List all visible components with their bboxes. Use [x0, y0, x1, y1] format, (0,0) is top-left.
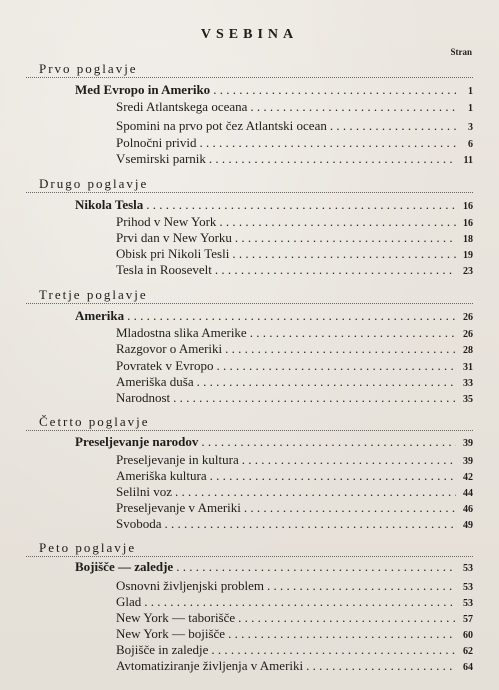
entry-label: Prvi dan v New Yorku	[116, 230, 232, 245]
dot-leader	[173, 390, 456, 406]
divider	[26, 556, 473, 557]
entry-label: Med Evropo in Ameriko	[75, 82, 211, 97]
entry-label: Prihod v New York	[116, 214, 217, 229]
page-number: 26	[463, 329, 473, 340]
toc-entry[interactable]	[116, 626, 473, 642]
toc-entry[interactable]	[116, 358, 473, 374]
dot-leader	[201, 434, 456, 450]
page-column-header: Stran	[450, 47, 472, 57]
page-title: VSEBINA	[200, 27, 299, 42]
chapter-heading: Tretje poglavje	[39, 287, 148, 302]
entry-label: Bojišče — zaledje	[75, 559, 174, 574]
entry-label: Bojišče in zaledje	[116, 642, 209, 657]
entry-label: Polnočni privid	[116, 135, 197, 150]
entry-label: Sredi Atlantskega oceana	[116, 99, 248, 114]
dot-leader	[219, 214, 456, 230]
page-number: 26	[463, 312, 473, 323]
dot-leader	[211, 642, 456, 658]
toc-entry[interactable]	[116, 516, 473, 532]
entry-label: Obisk pri Nikoli Tesli	[116, 246, 230, 261]
toc-entry[interactable]	[116, 151, 473, 167]
entry-label: Narodnost	[116, 390, 171, 405]
page-number: 33	[463, 378, 473, 389]
toc-main-entry[interactable]	[75, 197, 473, 213]
toc-entry[interactable]	[116, 610, 473, 626]
chapter-heading: Peto poglavje	[39, 540, 137, 555]
page-number: 23	[463, 266, 473, 277]
entry-label: Ameriška kultura	[116, 468, 207, 483]
page-number: 64	[463, 662, 473, 673]
dot-leader	[127, 308, 456, 324]
page-number: 16	[463, 201, 473, 212]
entry-label: Glad	[116, 594, 142, 609]
page-number: 35	[463, 394, 473, 405]
dot-leader	[228, 626, 456, 642]
entry-label: Razgovor o Ameriki	[116, 341, 223, 356]
entry-label: Selilni voz	[116, 484, 172, 499]
dot-leader	[213, 82, 456, 98]
dot-leader	[176, 559, 456, 575]
dot-leader	[165, 516, 457, 532]
page-number: 49	[463, 520, 473, 531]
toc-entry[interactable]	[116, 230, 473, 246]
toc-main-entry[interactable]	[75, 559, 473, 575]
toc-entry[interactable]	[116, 390, 473, 406]
page-number: 19	[463, 250, 473, 261]
dot-leader	[200, 135, 456, 151]
entry-label: Avtomatiziranje življenja v Ameriki	[116, 658, 304, 673]
dot-leader	[238, 610, 456, 626]
dot-leader	[330, 118, 456, 134]
divider	[26, 430, 473, 431]
toc-entry[interactable]	[116, 452, 473, 468]
entry-label: New York — bojišče	[116, 626, 226, 641]
dot-leader	[244, 500, 456, 516]
entry-label: New York — taborišče	[116, 610, 236, 625]
divider	[26, 192, 473, 193]
page-number: 18	[463, 234, 473, 245]
toc-entry[interactable]	[116, 118, 473, 134]
entry-label: Ameriška duša	[116, 374, 194, 389]
dot-leader	[175, 484, 456, 500]
chapter-heading: Četrto poglavje	[39, 414, 150, 429]
toc-entry[interactable]	[116, 468, 473, 484]
entry-label: Osnovni življenjski problem	[116, 578, 265, 593]
page-number: 28	[463, 345, 473, 356]
dot-leader	[250, 99, 456, 115]
divider	[26, 303, 473, 304]
dot-leader	[306, 658, 456, 674]
entry-label: Amerika	[75, 308, 125, 323]
dot-leader	[209, 151, 456, 167]
dot-leader	[267, 578, 456, 594]
page-number: 31	[463, 362, 473, 373]
page-number: 62	[463, 646, 473, 657]
dot-leader	[232, 246, 456, 262]
page-number: 1	[468, 103, 473, 114]
page-number: 53	[463, 598, 473, 609]
dot-leader	[144, 594, 456, 610]
chapter-heading: Drugo poglavje	[39, 176, 149, 191]
page-number: 39	[463, 456, 473, 467]
divider	[26, 77, 473, 78]
entry-label: Povratek v Evropo	[116, 358, 214, 373]
dot-leader	[235, 230, 456, 246]
dot-leader	[250, 325, 456, 341]
toc-entry[interactable]	[116, 214, 473, 230]
entry-label: Nikola Tesla	[75, 197, 144, 212]
toc-entry[interactable]	[116, 578, 473, 594]
toc-entry[interactable]	[116, 642, 473, 658]
entry-label: Vsemirski parnik	[116, 151, 206, 166]
page-number: 1	[468, 86, 473, 97]
page-number: 46	[463, 504, 473, 515]
page-number: 42	[463, 472, 473, 483]
page-number: 11	[463, 155, 473, 166]
entry-label: Svoboda	[116, 516, 162, 531]
entry-label: Spomini na prvo pot čez Atlantski ocean	[116, 118, 327, 133]
toc-entry[interactable]	[116, 374, 473, 390]
dot-leader	[242, 452, 456, 468]
toc-entry[interactable]	[116, 594, 473, 610]
dot-leader	[197, 374, 456, 390]
entry-label: Preseljevanje v Ameriki	[116, 500, 241, 515]
toc-entry[interactable]	[116, 246, 473, 262]
toc-entry[interactable]	[116, 500, 473, 516]
toc-entry[interactable]	[116, 341, 473, 357]
entry-label: Tesla in Roosevelt	[116, 262, 212, 277]
toc-entry[interactable]	[116, 325, 473, 341]
entry-label: Preseljevanje narodov	[75, 434, 199, 449]
page-number: 3	[468, 122, 473, 133]
toc-entry[interactable]	[116, 658, 473, 674]
page-number: 6	[468, 139, 473, 150]
dot-leader	[215, 262, 456, 278]
toc-entry[interactable]	[116, 484, 473, 500]
toc-main-entry[interactable]	[75, 308, 473, 324]
toc-main-entry[interactable]	[75, 434, 473, 450]
entry-label: Mladostna slika Amerike	[116, 325, 247, 340]
page-number: 16	[463, 218, 473, 229]
chapter-heading: Prvo poglavje	[39, 61, 138, 76]
dot-leader	[210, 468, 456, 484]
page-number: 57	[463, 614, 473, 625]
page-number: 39	[463, 438, 473, 449]
dot-leader	[225, 341, 456, 357]
dot-leader	[216, 358, 456, 374]
toc-main-entry[interactable]	[75, 82, 473, 98]
entry-label: Preseljevanje in kultura	[116, 452, 239, 467]
page-number: 53	[463, 563, 473, 574]
toc-entry[interactable]	[116, 262, 473, 278]
page-number: 53	[463, 582, 473, 593]
page-number: 60	[463, 630, 473, 641]
dot-leader	[146, 197, 456, 213]
toc-entry[interactable]	[116, 135, 473, 151]
page-number: 44	[463, 488, 473, 499]
toc-entry[interactable]	[116, 99, 473, 115]
